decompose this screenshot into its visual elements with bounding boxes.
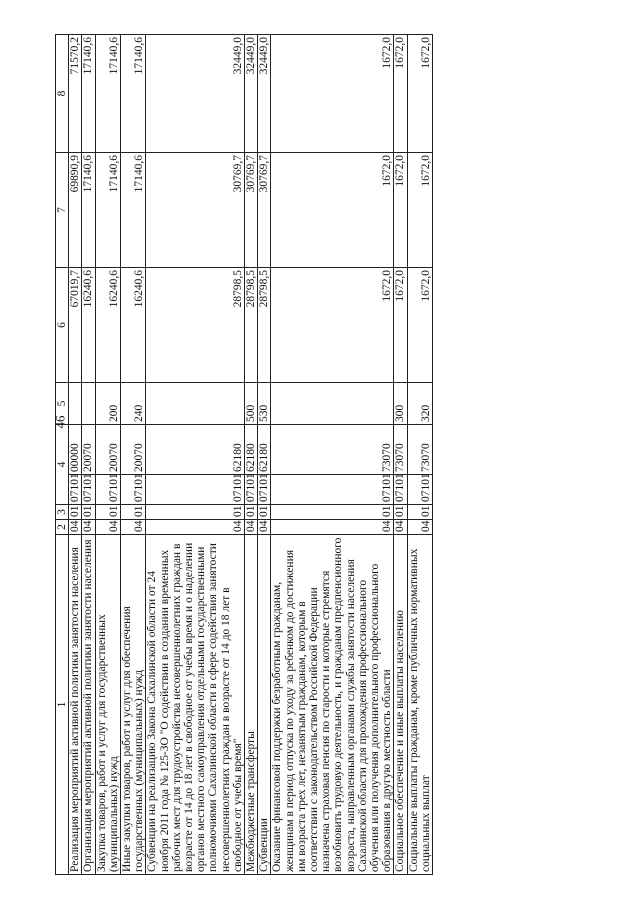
row-direction-code: 20070	[95, 425, 120, 475]
header-col-2: 2	[56, 520, 69, 535]
row-program-code: 07101	[258, 475, 271, 505]
row-program-code: 07101	[245, 475, 258, 505]
table-row	[258, 35, 271, 875]
row-expense-type: 200	[95, 383, 120, 425]
row-amount-year3: 32449,0	[258, 35, 271, 153]
row-expense-type	[271, 383, 394, 425]
table-row	[245, 35, 258, 875]
header-col-4: 4	[56, 425, 69, 505]
rotated-table-frame	[52, 35, 640, 872]
row-amount-year1: 28798,5	[245, 268, 258, 383]
table-row	[82, 35, 95, 875]
row-expense-type: 320	[407, 383, 432, 425]
row-name: Реализация мероприятий активной политики занятости населения	[69, 535, 82, 875]
row-name: Организация мероприятий активной политики занятости населения	[82, 535, 95, 875]
row-section: 04	[82, 520, 95, 535]
row-subsection: 01	[121, 505, 146, 520]
table-row	[69, 35, 82, 875]
row-program-code: 07101	[121, 475, 146, 505]
row-expense-type	[69, 383, 82, 425]
row-program-code: 07101	[95, 475, 120, 505]
row-subsection: 01	[258, 505, 271, 520]
row-name: Социальное обеспечение и иные выплаты населению	[394, 535, 407, 875]
row-amount-year3: 1672,0	[394, 35, 407, 153]
row-section: 04	[95, 520, 120, 535]
header-col-6: 6	[56, 268, 69, 383]
row-name: Оказание финансовой поддержки безработным гражданам, женщинам в период отпуска по уходу за ребенком до достижения им возраста трех лет, незанятым гражданам, которым в соответствии с законодательством Российской Федерации назначена страховая пенсия по старости и которые стремятся возобновить трудовую деятельность, и гражданам предпенсионного возраста, направленным органами службы занятости населения Сахалинской области для прохождения профессионального обучения или получения дополнительного профессионального образования в другую местность области	[271, 535, 394, 875]
row-direction-code: 62180	[146, 425, 245, 475]
row-amount-year3: 1672,0	[271, 35, 394, 153]
row-amount-year1: 1672,0	[407, 268, 432, 383]
row-amount-year2: 1672,0	[394, 153, 407, 268]
row-amount-year1: 16240,6	[121, 268, 146, 383]
row-section: 04	[271, 520, 394, 535]
table-row	[121, 35, 146, 875]
row-amount-year3: 17140,6	[121, 35, 146, 153]
header-col-3: 3	[56, 505, 69, 520]
row-direction-code: 62180	[258, 425, 271, 475]
row-name: Иные закупки товаров, работ и услуг для обеспечения государственных (муниципальных) нужд	[121, 535, 146, 875]
row-direction-code: 73070	[407, 425, 432, 475]
row-amount-year2: 1672,0	[407, 153, 432, 268]
row-direction-code: 73070	[271, 425, 394, 475]
row-amount-year1: 16240,6	[82, 268, 95, 383]
page-number: 46	[52, 415, 68, 429]
row-amount-year3: 17140,6	[95, 35, 120, 153]
row-amount-year1: 1672,0	[394, 268, 407, 383]
row-amount-year2: 17140,6	[82, 153, 95, 268]
row-amount-year2: 69890,9	[69, 153, 82, 268]
table-row	[394, 35, 407, 875]
row-amount-year2: 1672,0	[271, 153, 394, 268]
row-subsection: 01	[394, 505, 407, 520]
row-amount-year3: 71570,2	[69, 35, 82, 153]
budget-table	[52, 34, 433, 875]
row-amount-year3: 32449,0	[146, 35, 245, 153]
table-row	[407, 35, 432, 875]
row-amount-year1: 67019,7	[69, 268, 82, 383]
row-program-code: 07101	[69, 475, 82, 505]
row-section: 04	[245, 520, 258, 535]
row-subsection: 01	[69, 505, 82, 520]
row-program-code: 07101	[394, 475, 407, 505]
table-row	[95, 35, 120, 875]
row-program-code: 07101	[146, 475, 245, 505]
row-expense-type: 500	[245, 383, 258, 425]
row-expense-type	[146, 383, 245, 425]
table-row	[146, 35, 245, 875]
table-row	[271, 35, 394, 875]
row-name: Закупка товаров, работ и услуг для государственных (муниципальных) нужд	[95, 535, 120, 875]
header-col-7: 7	[56, 153, 69, 268]
row-name: Межбюджетные трансферты	[245, 535, 258, 875]
row-direction-code: 20070	[82, 425, 95, 475]
row-direction-code: 62180	[245, 425, 258, 475]
row-program-code: 07101	[407, 475, 432, 505]
header-col-1: 1	[56, 535, 69, 875]
row-name: Социальные выплаты гражданам, кроме публичных нормативных социальных выплат	[407, 535, 432, 875]
row-expense-type: 300	[394, 383, 407, 425]
row-subsection: 01	[146, 505, 245, 520]
row-section: 04	[69, 520, 82, 535]
row-name: Субвенции на реализацию Закона Сахалинской области от 24 ноября 2011 года № 125-ЗО "О содействии в создании временных рабочих мест для трудоустройства несовершеннолетних граждан в возрасте от 14 до 18 лет в свободное от учебы время и о наделении органов местного самоуправления отдельными государственными полномочиями Сахалинской области в сфере содействия занятости несовершеннолетних граждан в возрасте от 14 до 18 лет в свободное от учебы время"	[146, 535, 245, 875]
row-section: 04	[146, 520, 245, 535]
row-amount-year2: 30769,7	[258, 153, 271, 268]
header-col-8: 8	[56, 35, 69, 153]
row-program-code: 07101	[82, 475, 95, 505]
row-amount-year1: 1672,0	[271, 268, 394, 383]
row-expense-type	[82, 383, 95, 425]
header-col-5: 5	[56, 383, 69, 425]
row-amount-year2: 17140,6	[121, 153, 146, 268]
rotated-table-content	[52, 35, 530, 875]
row-subsection: 01	[407, 505, 432, 520]
row-section: 04	[394, 520, 407, 535]
row-amount-year3: 17140,6	[82, 35, 95, 153]
row-subsection: 01	[82, 505, 95, 520]
row-amount-year2: 30769,7	[245, 153, 258, 268]
row-expense-type: 240	[121, 383, 146, 425]
row-amount-year1: 28798,5	[146, 268, 245, 383]
row-section: 04	[407, 520, 432, 535]
row-name: Субвенции	[258, 535, 271, 875]
row-amount-year3: 1672,0	[407, 35, 432, 153]
row-amount-year2: 17140,6	[95, 153, 120, 268]
row-subsection: 01	[95, 505, 120, 520]
row-section: 04	[258, 520, 271, 535]
row-subsection: 01	[245, 505, 258, 520]
row-amount-year1: 28798,5	[258, 268, 271, 383]
header-row	[56, 35, 69, 875]
row-amount-year2: 30769,7	[146, 153, 245, 268]
row-subsection: 01	[271, 505, 394, 520]
row-amount-year3: 32449,0	[245, 35, 258, 153]
row-section: 04	[121, 520, 146, 535]
row-direction-code: 20070	[121, 425, 146, 475]
row-direction-code: 73070	[394, 425, 407, 475]
row-direction-code: 00000	[69, 425, 82, 475]
row-amount-year1: 16240,6	[95, 268, 120, 383]
row-expense-type: 530	[258, 383, 271, 425]
row-program-code: 07101	[271, 475, 394, 505]
